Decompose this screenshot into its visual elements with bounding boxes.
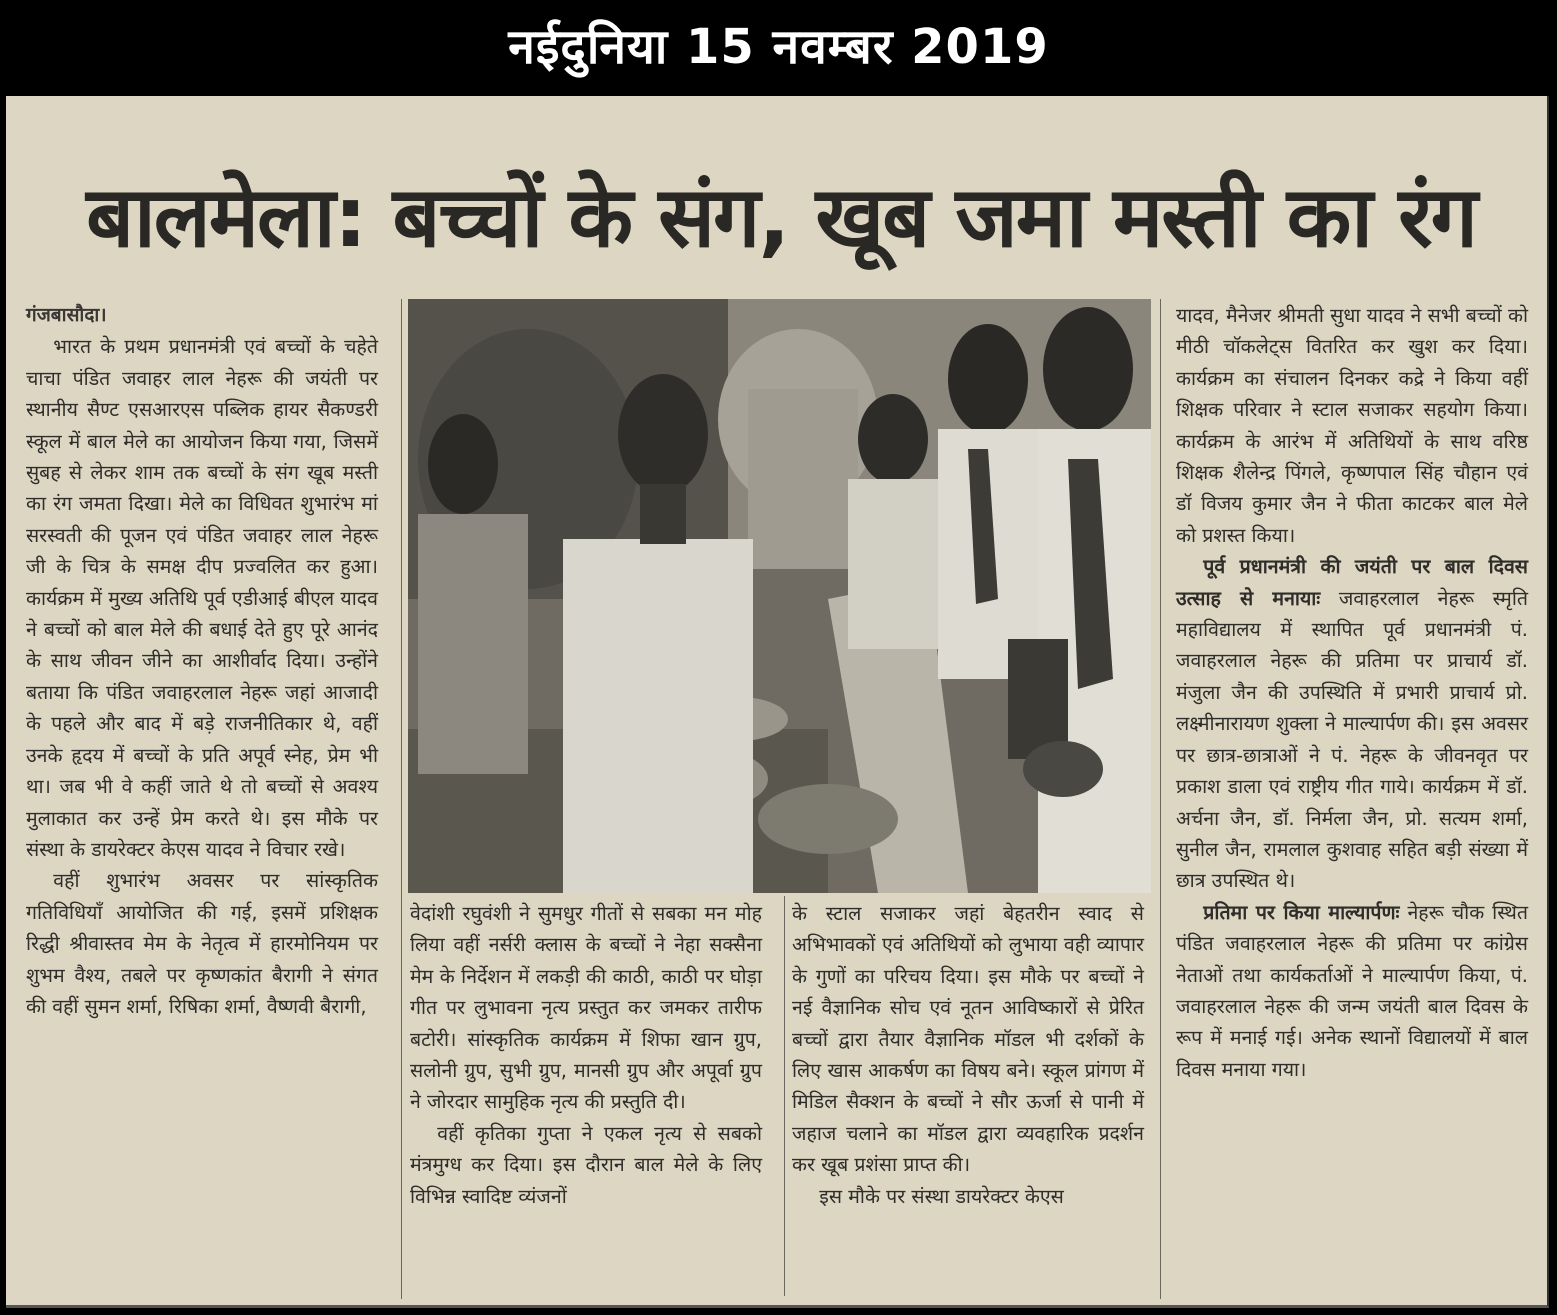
column-4-paragraph-1: यादव, मैनेजर श्रीमती सुधा यादव ने सभी बच्चों को मीठी चॉकलेट्स वितरित कर खुश कर दिया। कार्यक्रम का संचालन दिनकर कद्रे ने किया वहीं शिक्षक परिवार ने स्टाल सजाकर सहयोग किया। कार्यक्रम के आरंभ में अतिथियों के साथ वरिष्ठ शिक्षक शैलेन्द्र पिंगले, कृष्णपाल सिंह चौहान एवं डॉ विजय कुमार जैन ने फीता काटकर बाल मेले को प्रशस्त किया।: [1176, 304, 1528, 547]
column-divider: [1160, 299, 1161, 1299]
column-divider: [401, 299, 402, 1299]
article-column-4: [1176, 300, 1528, 1085]
headline: बालमेला: बच्चों के संग, खूब जमा मस्ती का रंग: [86, 168, 1476, 266]
column-1-paragraph-2: वहीं शुभारंभ अवसर पर सांस्कृतिक गतिविधियाँ आयोजित की गई, इसमें प्रशिक्षक रिद्धी श्रीवास्तव मेम के नेतृत्व में हारमोनियम पर शुभम वैश्य, तबले पर कृष्णकांत बैरागी ने संगत की वहीं सुमन शर्मा, रिषिका शर्मा, वैष्णवी बैरागी,: [26, 869, 378, 1018]
column-4-paragraph-3-text: नेहरू चौक स्थित पंडित जवाहरलाल नेहरू की प्रतिमा पर कांग्रेस नेताओं तथा कार्यकर्ताओं ने माल्यार्पण किया, पं. जवाहरलाल नेहरू की जन्म जयंती बाल दिवस के रूप में मनाई गई। अनेक स्थानों विद्यालयों में बाल दिवस मनाया गया।: [1176, 900, 1528, 1081]
column-4-paragraph-3: [1176, 897, 1528, 1085]
column-4-paragraph-2: [1176, 551, 1528, 896]
article-column-2: [410, 898, 762, 1212]
masthead-title: नईदुनिया 15 नवम्बर 2019: [508, 19, 1049, 75]
column-3-paragraph-2: इस मौके पर संस्था डायरेक्टर केएस: [819, 1184, 1064, 1208]
newspaper-clipping: [6, 96, 1549, 1308]
article-column-1: [26, 300, 378, 1022]
dateline: गंजबासौदा।: [26, 304, 107, 326]
article-column-3: [792, 898, 1144, 1212]
column-3-paragraph-1: के स्टाल सजाकर जहां बेहतरीन स्वाद से अभिभावकों एवं अतिथियों को लुभाया वही व्यापार के गुणों का परिचय दिया। इस मौके पर बच्चों ने नई वैज्ञानिक सोच एवं नूतन आविष्कारों से प्रेरित बच्चों द्वारा तैयार वैज्ञानिक मॉडल भी दर्शकों के लिए खास आकर्षण का विषय बने। स्कूल प्रांगण में मिडिल सैक्शन के बच्चों ने सौर ऊर्जा से पानी में जहाज चलाने का मॉडल द्वारा व्यवहारिक प्रदर्शन कर खूब प्रशंसा प्राप्त की।: [792, 902, 1144, 1177]
masthead-bar: [0, 0, 1557, 96]
column-4-paragraph-2-text: जवाहरलाल नेहरू स्मृति महाविद्यालय में स्थापित पूर्व प्रधानमंत्री पं. जवाहरलाल नेहरू की प्रतिमा पर प्राचार्य डॉ. मंजुला जैन की उपस्थिति में प्रभारी प्राचार्य प्रो. लक्ष्मीनारायण शुक्ला ने माल्यार्पण की। इस अवसर पर छात्र-छात्राओं ने पं. नेहरू के जीवनवृत पर प्रकाश डाला एवं राष्ट्रीय गीत गाये। कार्यक्रम में डॉ. अर्चना जैन, डॉ. निर्मला जैन, प्रो. सत्यम शर्मा, सुनील जैन, रामलाल कुशवाह सहित बड़ी संख्या में छात्र उपस्थित थे।: [1176, 586, 1528, 893]
photo-illustration: [408, 299, 1151, 893]
column-divider: [784, 896, 785, 1296]
subheading-2: प्रतिमा पर किया माल्यार्पणः: [1203, 900, 1400, 924]
column-2-paragraph-2: वहीं कृतिका गुप्ता ने एकल नृत्य से सबको मंत्रमुग्ध कर दिया। इस दौरान बाल मेले के लिए विभिन्न स्वादिष्ट व्यंजनों: [410, 1121, 762, 1208]
news-photo: [408, 299, 1151, 893]
subheading-1: पूर्व प्रधानमंत्री की जयंती पर बाल दिवस उत्साह से मनायाः: [1176, 555, 1528, 610]
column-2-paragraph-1: वेदांशी रघुवंशी ने सुमधुर गीतों से सबका मन मोह लिया वहीं नर्सरी क्लास के बच्चों ने नेहा सक्सैना मेम के निर्देशन में लकड़ी की काठी, काठी पर घोड़ा गीत पर लुभावना नृत्य प्रस्तुत कर जमकर तारीफ बटोरी। सांस्कृतिक कार्यक्रम में शिफा खान ग्रुप, सलोनी ग्रुप, सुभी ग्रुप, मानसी ग्रुप और अपूर्वा ग्रुप ने जोरदार सामुहिक नृत्य की प्रस्तुति दी।: [410, 902, 762, 1114]
column-1-paragraph-1: भारत के प्रथम प्रधानमंत्री एवं बच्चों के चहेते चाचा पंडित जवाहर लाल नेहरू की जयंती पर स्थानीय सैण्ट एसआरएस पब्लिक हायर सैकण्डरी स्कूल में बाल मेले का आयोजन किया गया, जिसमें सुबह से लेकर शाम तक बच्चों के संग खूब मस्ती का रंग जमता दिखा। मेले का विधिवत शुभारंभ मां सरस्वती की पूजन एवं पंडित जवाहर लाल नेहरू जी के चित्र के समक्ष दीप प्रज्वलित कर हुआ। कार्यक्रम में मुख्य अतिथि पूर्व एडीआई बीएल यादव ने बच्चों को बाल मेले की बधाई देते हुए पूरे आनंद के साथ जीवन जीने का आशीर्वाद दिया। उन्होंने बताया कि पंडित जवाहरलाल नेहरू जहां आजादी के पहले और बाद में बड़े राजनीतिकार थे, वहीं उनके हृदय में बच्चों के प्रति अपूर्व स्नेह, प्रेम भी था। जब भी वे कहीं जाते थे तो बच्चों से अवश्य मुलाकात कर उन्हें प्रेम करते थे। इस मौके पर संस्था के डायरेक्टर केएस यादव ने विचार रखे।: [26, 335, 378, 861]
